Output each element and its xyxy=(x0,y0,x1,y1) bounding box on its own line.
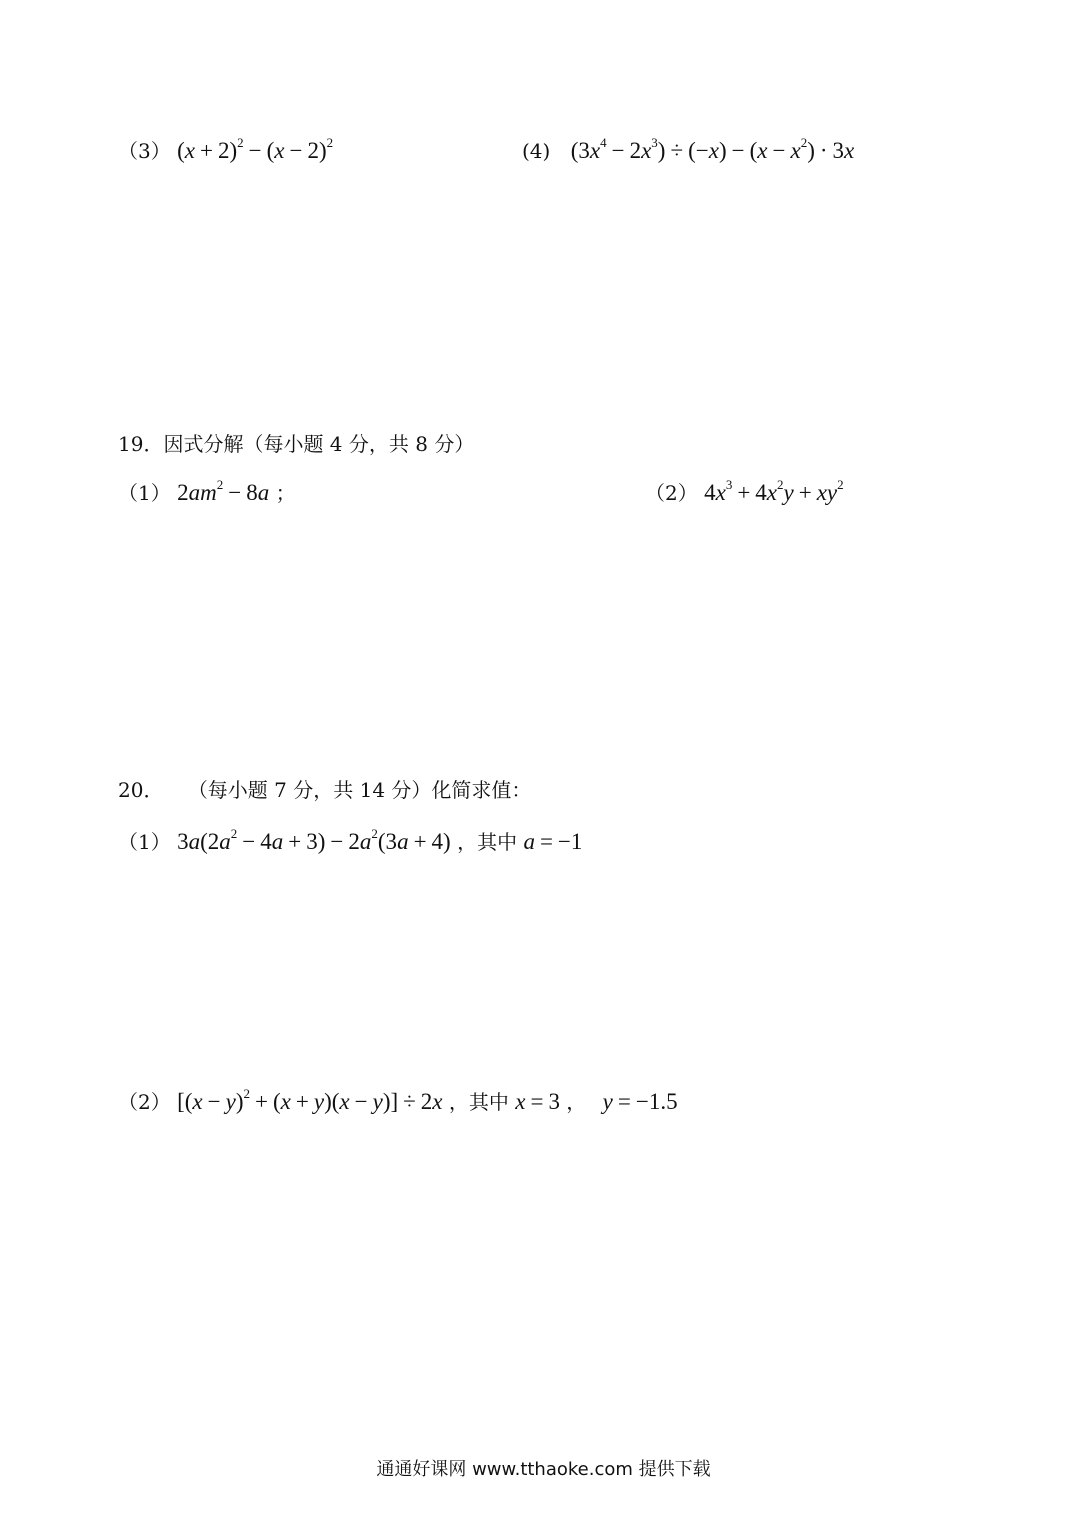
question-19-title: 19．因式分解（每小题 4 分，共 8 分） xyxy=(118,432,475,456)
footer-text: 通通好课网 www.tthaoke.com 提供下载 xyxy=(376,1459,711,1480)
problem-18-3 xyxy=(118,135,334,164)
question-number: 20． xyxy=(118,778,164,802)
expression: $4x^3 + 4x^2y + xy^2$ xyxy=(704,477,844,505)
condition-y: y = −1.5 xyxy=(602,1089,678,1114)
condition-x: x = 3 xyxy=(515,1089,560,1114)
expression: $2am^2 - 8a$ xyxy=(177,477,270,505)
problem-label: (4) xyxy=(522,139,551,163)
problem-label: （2） xyxy=(118,1090,171,1114)
problem-20-2: （2） $[(x - y)^2 + (x + y)(x - y)] \div 2x$ ，其中 x = 3 ， y = −1.5 xyxy=(118,1086,678,1114)
expression: $(3x^4 - 2x^3) \div (-x) - (x - x^2) \cdot 3x$ xyxy=(570,135,855,163)
problem-19-2 xyxy=(645,477,844,506)
problem-20-1: （1） $3a(2a^2 - 4a + 3) - 2a^2(3a + 4)$ ，其中 a = −1 xyxy=(118,826,583,854)
problem-label: （2） xyxy=(645,481,698,505)
condition: a = −1 xyxy=(523,829,583,854)
question-20-title xyxy=(118,777,531,803)
expression: $[(x - y)^2 + (x + y)(x - y)] \div 2x$ xyxy=(177,1086,443,1114)
expression: $3a(2a^2 - 4a + 3) - 2a^2(3a + 4)$ xyxy=(177,826,451,854)
problem-label: （1） xyxy=(118,830,171,854)
problem-18-4 xyxy=(522,135,855,164)
problem-19-1: （1） $2am^2 - 8a$ ； xyxy=(118,477,296,505)
question-instruction: （每小题 7 分，共 14 分）化简求值： xyxy=(187,778,532,802)
problem-label: （3） xyxy=(118,139,171,163)
expression: $(x + 2)^2 - (x - 2)^2$ xyxy=(177,135,334,163)
problem-label: （1） xyxy=(118,481,171,505)
